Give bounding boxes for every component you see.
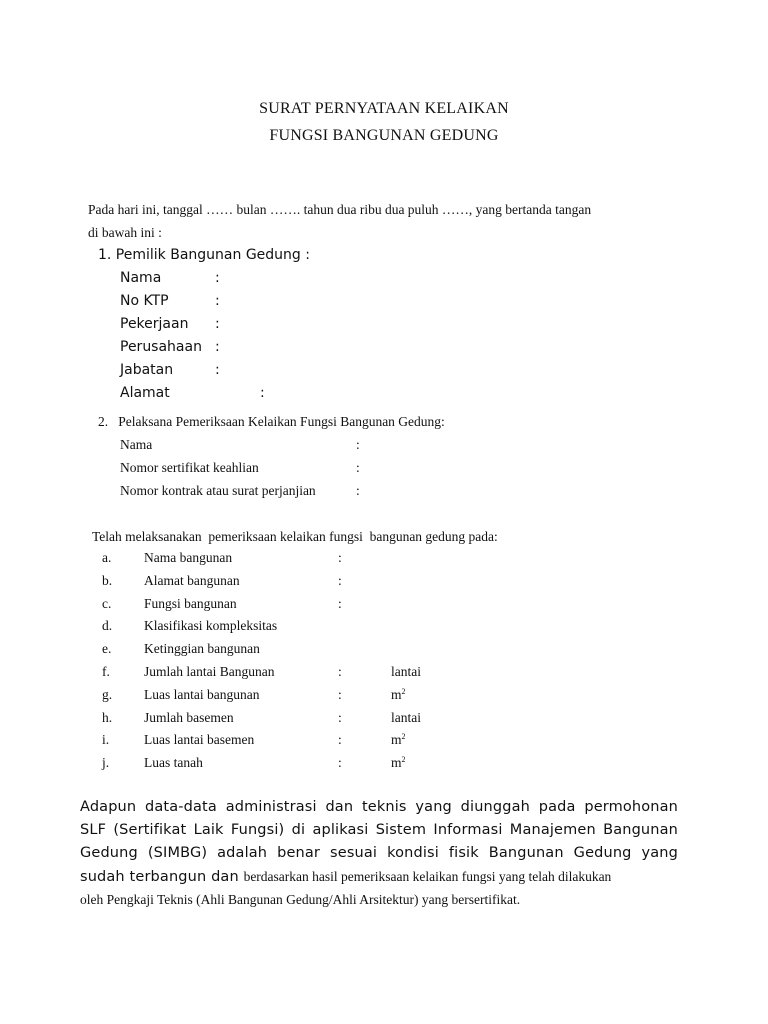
item-colon: : [338,710,342,725]
item-colon: : [338,755,342,770]
item-letter: e. [102,641,112,656]
item-unit: m [391,687,402,702]
item-colon: : [338,596,342,611]
item-letter: i. [102,732,110,747]
closing-line3: Gedung (SIMBG) adalah benar sesuai kondisi fisik Bangunan Gedung yang [80,845,678,861]
closing-line4 [80,868,678,886]
intro-line1: Pada hari ini, tanggal …… bulan ……. tahun dua ribu dua puluh ……, yang bertanda tangan [88,202,592,217]
section2-label-nama: Nama [120,437,153,452]
closing-line1: Adapun data-data administrasi dan teknis yang diunggah pada permohonan [80,799,678,815]
item-label: Alamat bangunan [144,573,240,588]
section1-colon-ktp: : [215,293,220,309]
item-unit: lantai [391,710,421,725]
section1-label-ktp: No KTP [120,293,169,309]
item-label: Ketinggian bangunan [144,641,260,656]
section3-heading: Telah melaksanakan pemeriksaan kelaikan fungsi bangunan gedung pada: [92,529,498,544]
item-letter: b. [102,573,113,588]
section1-heading: 1. Pemilik Bangunan Gedung : [98,247,310,263]
item-letter: g. [102,687,113,702]
item-label: Luas tanah [144,755,203,770]
section1-label-nama: Nama [120,270,162,286]
closing-line4-end: berdasarkan hasil pemeriksaan kelaikan fungsi yang telah dilakukan [243,869,612,884]
section2-colon-kontrak: : [356,483,360,498]
item-label: Jumlah basemen [144,710,234,725]
item-letter: a. [102,550,112,565]
item-colon: : [338,550,342,565]
document-title-line1: SURAT PERNYATAAN KELAIKAN [259,100,509,117]
section1-colon-jabatan: : [215,362,220,378]
item-unit-superscript: 2 [401,687,406,696]
section1-label-pekerjaan: Pekerjaan [120,316,189,332]
section2-colon-sertifikat: : [356,460,360,475]
section2-label-sertifikat: Nomor sertifikat keahlian [120,460,259,475]
item-unit: m [391,755,402,770]
item-label: Fungsi bangunan [144,596,237,611]
section1-colon-perusahaan: : [215,339,220,355]
item-label: Klasifikasi kompleksitas [144,618,278,633]
section2-colon-nama: : [356,437,360,452]
item-letter: h. [102,710,113,725]
item-colon: : [338,664,342,679]
section2-label-kontrak: Nomor kontrak atau surat perjanjian [120,483,316,498]
item-colon: : [338,687,342,702]
item-label: Jumlah lantai Bangunan [144,664,275,679]
intro-line2: di bawah ini : [88,225,162,240]
item-label: Nama bangunan [144,550,233,565]
item-unit-superscript: 2 [401,732,406,741]
item-label: Luas lantai bangunan [144,687,260,702]
document-title-line2: FUNGSI BANGUNAN GEDUNG [269,127,499,144]
item-unit-area [391,687,406,703]
section1-colon-pekerjaan: : [215,316,220,332]
item-letter: j. [102,755,110,770]
section2-heading: 2. Pelaksana Pemeriksaan Kelaikan Fungsi Bangunan Gedung: [98,414,445,429]
section1-label-alamat: Alamat [120,385,170,401]
section1-colon-nama: : [215,270,220,286]
item-unit-area [391,732,406,748]
section1-label-perusahaan: Perusahaan [120,339,202,355]
item-label: Luas lantai basemen [144,732,255,747]
closing-line2: SLF (Sertifikat Laik Fungsi) di aplikasi Sistem Informasi Manajemen Bangunan [80,822,678,838]
item-colon: : [338,732,342,747]
item-unit-superscript: 2 [401,755,406,764]
item-colon: : [338,573,342,588]
item-letter: d. [102,618,113,633]
section1-label-jabatan: Jabatan [120,362,174,378]
closing-line5: oleh Pengkaji Teknis (Ahli Bangunan Gedung/Ahli Arsitektur) yang bersertifikat. [80,892,521,907]
item-letter: c. [102,596,112,611]
item-letter: f. [102,664,110,679]
item-unit: m [391,732,402,747]
section1-colon-alamat: : [260,385,265,401]
closing-line4-start: sudah terbangun dan [80,869,244,885]
item-unit-area [391,755,406,771]
item-unit: lantai [391,664,421,679]
